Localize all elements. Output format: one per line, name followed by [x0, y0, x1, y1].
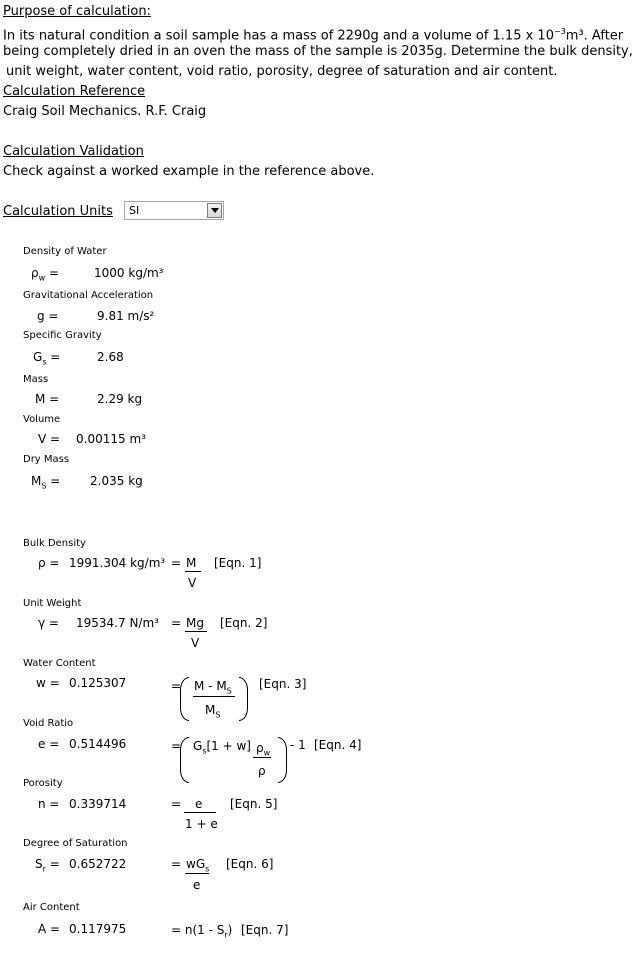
- dry-mass-symbol: $M_S$ =: [31, 474, 61, 491]
- purpose-line-1-tail: m³. After: [565, 28, 624, 44]
- water-content-right-paren: [239, 677, 248, 721]
- specific-gravity-symbol: $G_s$ =: [33, 350, 61, 367]
- bulk-density-value: 1991.304 kg/m³: [69, 556, 166, 570]
- bulk-density-denominator: V: [188, 576, 197, 590]
- specific-gravity-value: 2.68: [97, 350, 124, 364]
- volume-symbol: V =: [38, 432, 61, 446]
- porosity-symbol: n =: [38, 797, 60, 811]
- density-water-value: 1000 kg/m³: [94, 266, 164, 280]
- air-content-symbol: A =: [38, 922, 61, 936]
- porosity-numerator: e: [195, 797, 203, 811]
- water-content-denominator: $M_S$: [205, 703, 221, 720]
- void-ratio-denominator: ρ: [258, 764, 266, 778]
- void-ratio-numerator: $G_s[1 + w]$: [193, 739, 251, 756]
- units-dropdown-button[interactable]: [207, 203, 222, 218]
- unit-weight-numerator: Mg: [186, 616, 204, 630]
- unit-weight-eqn-ref: [Eqn. 2]: [220, 616, 268, 630]
- porosity-eq-sign: =: [171, 797, 182, 811]
- void-ratio-left-paren: [180, 737, 189, 783]
- air-content-eqn-ref: [Eqn. 7]: [241, 923, 289, 937]
- mass-symbol: M =: [35, 392, 60, 406]
- saturation-denominator: e: [193, 878, 201, 892]
- validation-heading: Calculation Validation: [3, 144, 144, 159]
- saturation-value: 0.652722: [69, 857, 127, 871]
- water-content-fraction-bar: [193, 696, 235, 697]
- volume-title: Volume: [23, 414, 61, 425]
- unit-weight-eq-sign: =: [171, 616, 182, 630]
- bulk-density-numerator: M: [186, 556, 197, 570]
- unit-weight-fraction-bar: [185, 631, 207, 632]
- validation-text: Check against a worked example in the reference above.: [3, 164, 375, 179]
- saturation-fraction-bar: [185, 873, 209, 874]
- specific-gravity-title: Specific Gravity: [23, 330, 102, 341]
- units-select-value: SI: [129, 204, 140, 217]
- dry-mass-value: 2.035 kg: [90, 474, 143, 488]
- unit-weight-symbol: γ =: [38, 616, 59, 630]
- reference-heading: Calculation Reference: [3, 84, 146, 99]
- purpose-line-1-text: In its natural condition a soil sample has a mass of 2290g and a volume of 1.15 x 10: [3, 28, 554, 44]
- density-water-title: Density of Water: [23, 246, 107, 257]
- bulk-density-fraction-bar: [185, 571, 201, 572]
- unit-weight-value: 19534.7 N/m³: [76, 616, 159, 630]
- water-content-title: Water Content: [23, 658, 96, 669]
- water-content-symbol: w =: [36, 676, 60, 690]
- void-ratio-eq-sign: =: [171, 739, 182, 753]
- void-ratio-symbol: e =: [38, 737, 60, 751]
- void-ratio-tail: - 1: [290, 738, 306, 752]
- void-ratio-eqn-ref: [Eqn. 4]: [314, 738, 362, 752]
- mass-title: Mass: [23, 374, 49, 385]
- void-ratio-right-paren: [278, 737, 287, 783]
- saturation-eqn-ref: [Eqn. 6]: [226, 857, 274, 871]
- purpose-line-1-exponent: −3: [553, 27, 566, 36]
- saturation-numerator: $wG_s$: [186, 857, 210, 874]
- water-content-numerator: M - $M_S$: [194, 679, 232, 696]
- purpose-heading: Purpose of calculation:: [3, 4, 151, 19]
- water-content-left-paren: [180, 677, 189, 721]
- mass-value: 2.29 kg: [97, 392, 143, 406]
- saturation-title: Degree of Saturation: [23, 838, 128, 849]
- porosity-title: Porosity: [23, 778, 63, 789]
- water-content-value: 0.125307: [69, 676, 127, 690]
- bulk-density-symbol: ρ =: [38, 556, 60, 570]
- air-content-value: 0.117975: [69, 922, 127, 936]
- porosity-eqn-ref: [Eqn. 5]: [230, 797, 278, 811]
- units-label: Calculation Units: [3, 204, 113, 219]
- gravity-symbol: g =: [37, 309, 59, 323]
- reference-text: Craig Soil Mechanics. R.F. Craig: [3, 104, 207, 119]
- dry-mass-title: Dry Mass: [23, 454, 70, 465]
- volume-value: 0.00115 m³: [76, 432, 146, 446]
- purpose-line-3: unit weight, water content, void ratio, porosity, degree of saturation and air content.: [6, 64, 558, 79]
- porosity-value: 0.339714: [69, 797, 127, 811]
- chevron-down-icon: [211, 208, 219, 213]
- gravity-title: Gravitational Acceleration: [23, 290, 154, 301]
- bulk-density-title: Bulk Density: [23, 538, 86, 549]
- void-ratio-title: Void Ratio: [23, 718, 74, 729]
- water-content-eqn-ref: [Eqn. 3]: [259, 677, 307, 691]
- bulk-density-eq-sign: =: [171, 556, 182, 570]
- saturation-symbol: $S_r$ =: [35, 857, 60, 874]
- unit-weight-denominator: V: [191, 636, 200, 650]
- air-content-title: Air Content: [23, 902, 80, 913]
- void-ratio-rho-w: $\rho_w$: [256, 741, 271, 758]
- density-water-symbol: $\rho_w$ =: [31, 266, 60, 283]
- saturation-eq-sign: =: [171, 857, 182, 871]
- air-content-formula: = $n(1 - S_r)$: [171, 923, 233, 940]
- porosity-fraction-bar: [184, 812, 216, 813]
- gravity-value: 9.81 m/s²: [97, 309, 155, 323]
- water-content-eq-sign: =: [171, 679, 182, 693]
- porosity-denominator: 1 + e: [185, 817, 218, 831]
- void-ratio-value: 0.514496: [69, 737, 127, 751]
- purpose-line-2: being completely dried in an oven the mass of the sample is 2035g. Determine the bulk density,: [3, 44, 633, 59]
- void-ratio-fraction-bar: [253, 757, 271, 758]
- units-select[interactable]: [124, 201, 224, 220]
- unit-weight-title: Unit Weight: [23, 598, 82, 609]
- bulk-density-eqn-ref: [Eqn. 1]: [214, 556, 262, 570]
